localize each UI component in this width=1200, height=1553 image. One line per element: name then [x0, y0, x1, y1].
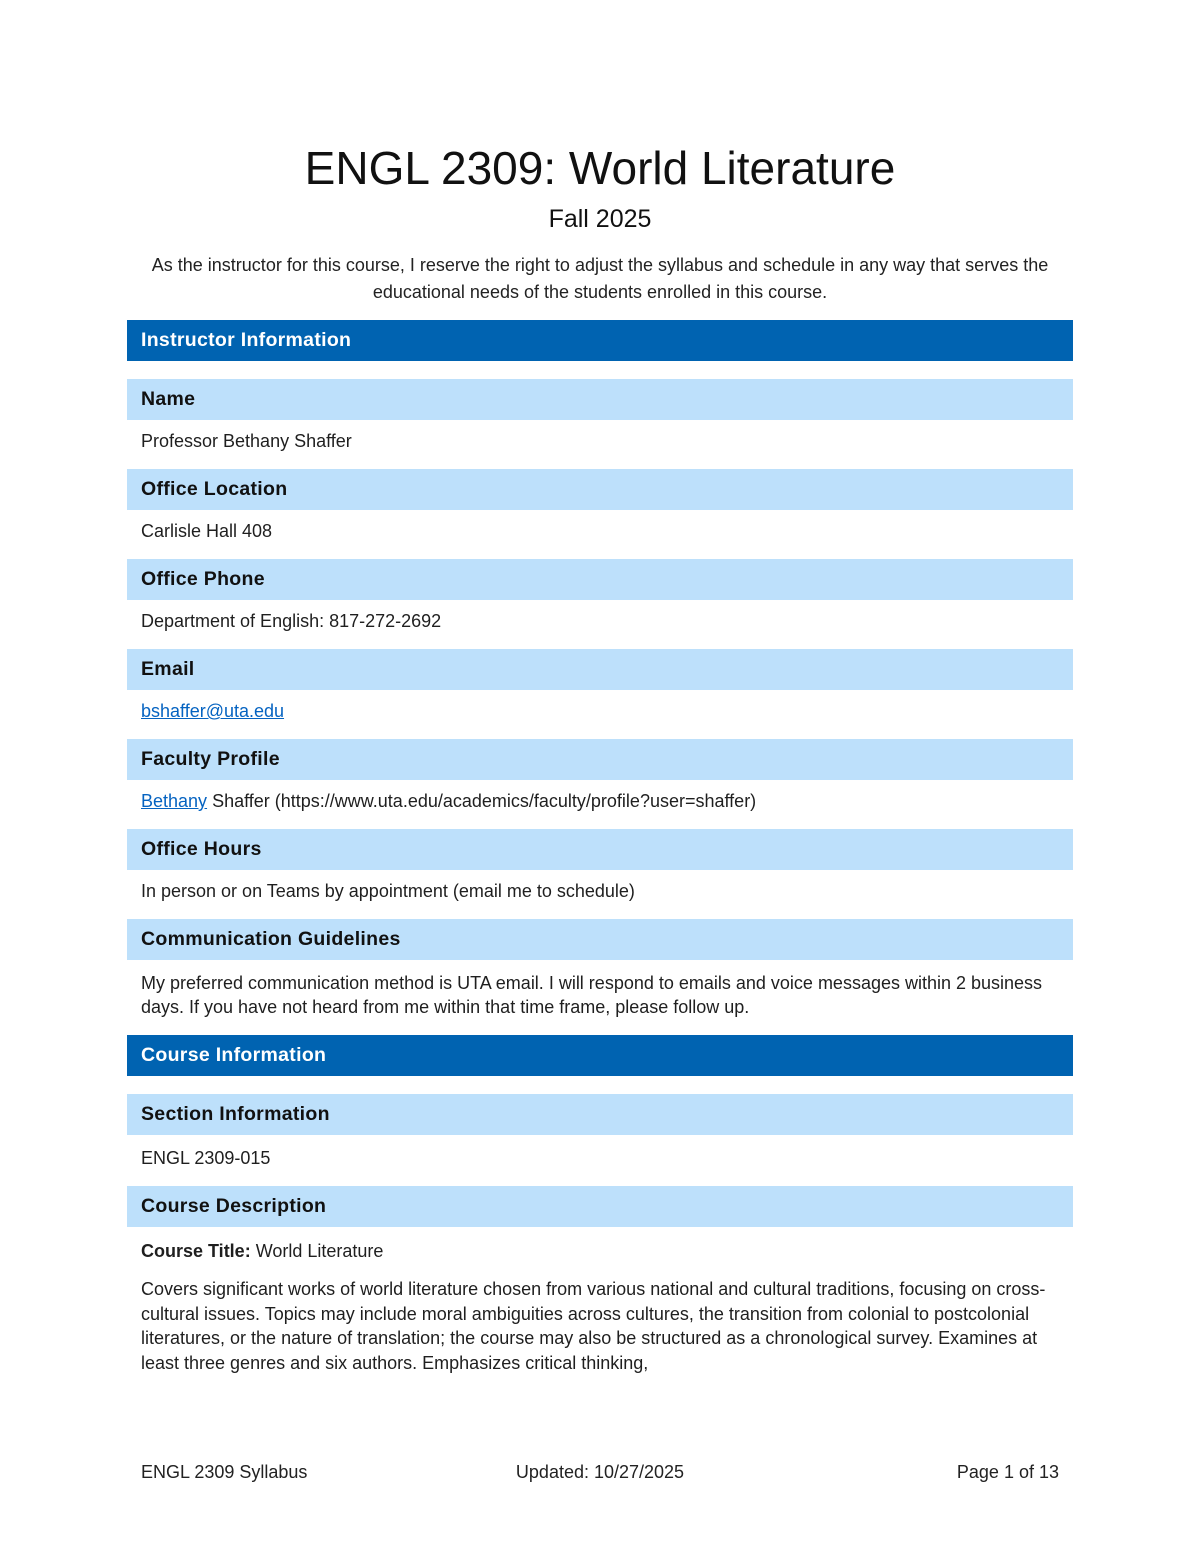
- section-header-instructor-information: Instructor Information: [127, 320, 1073, 361]
- faculty-profile-text: Shaffer (https://www.uta.edu/academics/faculty/profile?user=shaffer): [207, 791, 757, 811]
- field-label-communication-guidelines: Communication Guidelines: [127, 919, 1073, 960]
- course-description-text: Covers significant works of world literature chosen from various national and cultural traditions, focusing on cross-cultural issues. Topics may include moral ambiguities across cultures, the transition from colonial to postcolonial literatures, or the nature of translation; the course may also be structured as a chronological survey. Examines at least three genres and six authors. Emphasizes critical thinking,: [141, 1279, 1046, 1373]
- course-title-line: [127, 1227, 1073, 1277]
- document-title: ENGL 2309: World Literature: [304, 142, 896, 194]
- field-value-office-location: Carlisle Hall 408: [141, 521, 273, 541]
- field-label-section-information: Section Information: [127, 1094, 1073, 1135]
- field-value-office-phone: Department of English: 817-272-2692: [141, 611, 442, 631]
- page-footer: [141, 1460, 1059, 1484]
- footer-document-name: ENGL 2309 Syllabus: [141, 1462, 308, 1482]
- field-label-office-hours: Office Hours: [127, 829, 1073, 870]
- footer-updated-date: Updated: 10/27/2025: [515, 1462, 685, 1482]
- document-disclaimer: As the instructor for this course, I reserve the right to adjust the syllabus and schedule in any way that serves the educational needs of the students enrolled in this course.: [151, 255, 1049, 302]
- footer-page-number: Page 1 of 13: [956, 1462, 1059, 1482]
- field-label-faculty-profile: Faculty Profile: [127, 739, 1073, 780]
- field-value-email: [127, 690, 1073, 739]
- field-label-office-phone: Office Phone: [127, 559, 1073, 600]
- field-value-name: Professor Bethany Shaffer: [141, 431, 352, 451]
- field-label-email: Email: [127, 649, 1073, 690]
- field-value-communication-guidelines: My preferred communication method is UTA email. I will respond to emails and voice messages within 2 business days. If you have not heard from me within that time frame, please follow up.: [141, 973, 1043, 1017]
- field-value-section-information: ENGL 2309-015: [141, 1148, 271, 1168]
- document-subtitle: Fall 2025: [548, 205, 652, 233]
- section-header-course-information: Course Information: [127, 1035, 1073, 1076]
- field-value-office-hours: In person or on Teams by appointment (email me to schedule): [141, 881, 635, 901]
- field-value-faculty-profile: [127, 780, 1073, 829]
- field-label-office-location: Office Location: [127, 469, 1073, 510]
- field-label-name: Name: [127, 379, 1073, 420]
- field-label-course-description: Course Description: [127, 1186, 1073, 1227]
- course-title-value: World Literature: [250, 1241, 384, 1261]
- email-link[interactable]: bshaffer@uta.edu: [141, 701, 285, 721]
- faculty-profile-link[interactable]: Bethany: [141, 791, 208, 811]
- course-title-label: Course Title:: [141, 1241, 251, 1261]
- syllabus-content: [127, 320, 1073, 1375]
